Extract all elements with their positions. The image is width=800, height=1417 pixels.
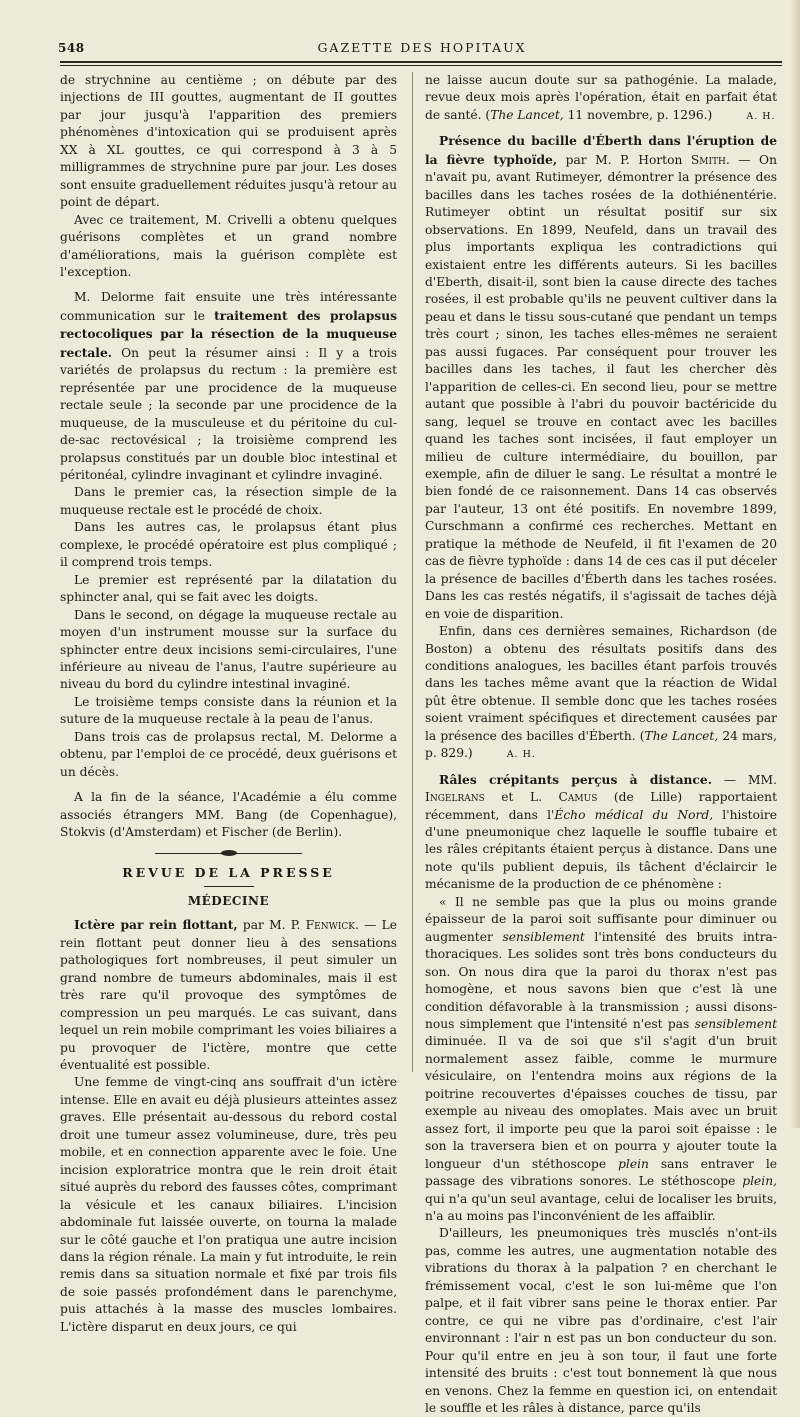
- paragraph: Le troisième temps consiste dans la réunion et la suture de la muqueuse rectale à la peau de l'anus.: [60, 694, 397, 727]
- paragraph: A la fin de la séance, l'Académie a élu comme associés étrangers MM. Bang (de Copenhague), Stokvis (d'Amsterdam) et Fischer (de Berlin).: [60, 790, 397, 840]
- header-rule-thick: [60, 61, 782, 63]
- paragraph: M. Delorme fait ensuite une très intéressante communication sur le traitement des prolapsus rectocoliques par la résection de la muqueuse rectale. On peut la résumer ainsi : Il y a trois variétés de prolapsus du rectum : la première est représentée par une procidence de la muqueuse rectale seule ; la seconde par une procidence de la muqueuse, de la musculeuse et du péritoine du cul-de-sac rectovésical ; la troisième comprend les prolapsus constitués par un double bloc intestinal et péritonéal, cylindre invaginant et cylindre invaginé.: [60, 290, 397, 482]
- paragraph: Dans trois cas de prolapsus rectal, M. Delorme a obtenu, par l'emploi de ce procédé, deux guérisons et un décès.: [60, 729, 397, 779]
- page-number: 548: [58, 41, 85, 55]
- article-title: Râles crépitants perçus à distance.: [439, 771, 712, 787]
- subsection-title: MÉDECINE: [187, 894, 270, 909]
- author-name: Ingelrans: [425, 790, 485, 805]
- paragraph: Dans le second, on dégage la muqueuse rectale au moyen d'un instrument mousse sur la surface du sphincter entre deux incisions semi-circulaires, l'une inférieure au niveau de l'anus, l'autre supérieure au niveau du bord du cylindre intestinal invaginé.: [60, 607, 397, 692]
- page-header: [58, 38, 786, 60]
- paragraph: de strychnine au centième ; on débute par des injections de III gouttes, augmentant de II gouttes par jour jusqu'à l'apparition des premiers phénomènes d'intoxication qui se produisent après XX à XL gouttes, ce qui correspond à 3 à 5 milligrammes de strychnine pure par jour. Les doses sont ensuite graduellement réduites jusqu'à retour au point de départ.: [60, 73, 397, 210]
- source-citation: The Lancet,: [644, 728, 719, 743]
- author-name: Camus: [558, 790, 598, 805]
- paragraph: « Il ne semble pas que la plus ou moins grande épaisseur de la paroi soit suffisante pour diminuer ou augmenter sensiblement l'intensité des bruits intra-thoraciques. Les solides sont très bons conducteurs du son. On nous dira que la paroi du thorax n'est pas homogène, et nous savons bien que c'est là une condition défavorable à la transmission ; aussi disons-nous simplement que l'intensité n'est pas sensiblement diminuée. Il va de soi que s'il s'agit d'un bruit normalement assez faible, comme le murmure vésiculaire, on l'entendra moins aux régions de la poitrine recouvertes d'épaisses couches de tissu, par exemple au niveau des omoplates. Mais avec un bruit assez fort, il importe peu que la paroi soit épaisse : le son la traversera bien et on pourra y ajouter toute la longueur d'un stéthoscope plein sans entraver le passage des vibrations sonores. Le stéthoscope plein, qui n'a qu'un seul avantage, celui de localiser les bruits, n'a au moins pas l'inconvénient de les affaiblir.: [425, 894, 777, 1223]
- paragraph: ne laisse aucun doute sur sa pathogénie. La malade, revue deux mois après l'opération, était en parfait état de santé. (The Lancet, 11 novembre, p. 1296.) A. H.: [425, 73, 777, 122]
- section-title: REVUE DE LA PRESSE: [122, 865, 335, 881]
- paragraph: Dans les autres cas, le prolapsus étant plus complexe, le procédé opératoire est plus compliqué ; il comprend trois temps.: [60, 520, 397, 570]
- paragraph: Présence du bacille d'Éberth dans l'éruption de la fièvre typhoïde, par M. P. Horton Smith. — On n'avait pu, avant Rutimeyer, démontrer la présence des bacilles dans les taches rosées de la dothiénentérie. Rutimeyer obtint un résultat positif sur six observations. En 1899, Neufeld, dans un travail des plus importants expliqua les contradictions qui existaient entre les différents auteurs. Si les bacilles d'Eberth, disait-il, sont bien la cause directe des taches rosées, il est probable qu'ils ne peuvent cultiver dans la peau et dans le tissu sous-cutané que pendant un temps très court ; sinon, les taches elles-mêmes ne seraient pas aussi fugaces. Par conséquent pour trouver les bacilles dans les taches, il faut les chercher dès l'apparition de celles-ci. En second lieu, pour se mettre autant que possible à l'abri du pouvoir bactéricide du sang, lequel se trouve en contact avec les bacilles quand les taches sont incisées, il faut employer un milieu de culture intermédiaire, du bouillon, par exemple, afin de diluer le sang. Le résultat a montré le bien fondé de ce raisonnement. Dans 14 cas observés par l'auteur, 13 ont été positifs. En novembre 1899, Curschmann a confirmé ces recherches. Mettant en pratique la méthode de Neufeld, il fit l'examen de 20 cas de fièvre typhoïde : dans 14 de ces cas il put déceler la présence de bacilles d'Éberth dans les taches rosées. Dans les cas restés négatifs, il s'agissait de taches déjà en voie de disparition.: [425, 133, 777, 621]
- article-title: Présence du bacille d'Éberth dans l'éruption de la fièvre typhoïde,: [425, 133, 777, 167]
- paragraph: Ictère par rein flottant, par M. P. Fenwick. — Le rein flottant peut donner lieu à des sensations pathologiques fort nombreuses, il peut simuler un grand nombre de tumeurs abdominales, mais il est très rare qu'il provoque des symptômes de compression un peu marqués. Le cas suivant, dans lequel un rein mobile comprimant les voies biliaires a pu provoquer de l'ictère, montre que cette éventualité est possible.: [60, 917, 398, 1073]
- paragraph: Avec ce traitement, M. Crivelli a obtenu quelques guérisons complètes et un grand nombre d'améliorations, mais la guérison complète est l'exception.: [60, 212, 397, 279]
- paragraph: Une femme de vingt-cinq ans souffrait d'un ictère intense. Elle en avait eu déjà plusieurs atteintes assez graves. Elle présentait au-dessous du rebord costal droit une tumeur assez volumineuse, dure, très peu mobile, et en connection apparente avec le foie. Une incision exploratrice montra que le rein droit était situé auprès du rebord des fausses côtes, comprimant la vésicule et les canaux biliaires. L'incision abdominale fut laissée ouverte, on tourna la malade sur le côté gauche et l'on pratiqua une autre incision dans la région rénale. La main y fut introduite, le rein remis dans sa situation normale et fixé par trois fils de soie passés profondément dans le parenchyme, puis attachés à la masse des muscles lombaires. L'ictère disparut en deux jours, ce qui: [60, 1075, 397, 1334]
- journal-title: GAZETTE DES HOPITAUX: [317, 40, 527, 55]
- paragraph: Enfin, dans ces dernières semaines, Richardson (de Boston) a obtenu des résultats positifs dans des conditions analogues, les bacilles étant parfois trouvés dans les taches même avant que la réaction de Widal pût être obtenue. Il semble donc que les taches rosées soient vraiment spécifiques et directement causées par la présence des bacilles d'Éberth. (The Lancet, 24 mars, p. 829.) A. H.: [425, 624, 777, 761]
- article-title: traitement des prolapsus rectocoliques par la résection de la muqueuse rectale.: [60, 307, 397, 360]
- article-title: Ictère par rein flottant,: [74, 917, 238, 933]
- signature: A. H.: [506, 749, 536, 761]
- author-name: Fenwick: [305, 918, 356, 933]
- section-rule: [204, 886, 254, 887]
- source-citation: The Lancet,: [490, 107, 564, 122]
- page-edge: [790, 0, 800, 1128]
- author-name: Smith: [690, 152, 726, 167]
- left-column: [60, 72, 397, 1336]
- header-rule-thin: [60, 65, 782, 66]
- paragraph: Le premier est représenté par la dilatation du sphincter anal, qui se fait avec les doigts.: [60, 572, 397, 605]
- paragraph: D'ailleurs, les pneumoniques très musclés n'ont-ils pas, comme les autres, une augmentation notable des vibrations du thorax à la palpation ? en cherchant le frémissement vocal, c'est le son lui-même que l'on palpe, et il fait vibrer sans peine le thorax entier. Par contre, ce qui ne vibre pas d'ordinaire, c'est l'air environnant : l'air n est pas un bon conducteur du son. Pour qu'il entre en jeu à son tour, il faut une forte intensité des bruits : c'est tout bonnement là que nous en venons. Chez la femme en question ici, on entendait le souffle et les râles à distance, parce qu'ils: [425, 1226, 777, 1415]
- paragraph: Râles crépitants perçus à distance. — MM. Ingelrans et L. Camus (de Lille) rapportaient récemment, dans l'Écho médical du Nord, l'histoire d'une pneumonique chez laquelle le souffle tubaire et les râles crépitants étaient perçus à distance. Dans une note qu'ils publient depuis, ils tâchent d'éclaircir le mécanisme de la production de ce phénomène :: [425, 771, 777, 892]
- right-column: [425, 72, 777, 1417]
- journal-name: Écho médical du Nord,: [554, 807, 714, 822]
- column-divider: [412, 72, 413, 1072]
- signature: A. H.: [746, 110, 776, 122]
- paragraph: Dans le premier cas, la résection simple de la muqueuse rectale est le procédé de choix.: [60, 485, 397, 517]
- ornament-divider: [60, 850, 397, 856]
